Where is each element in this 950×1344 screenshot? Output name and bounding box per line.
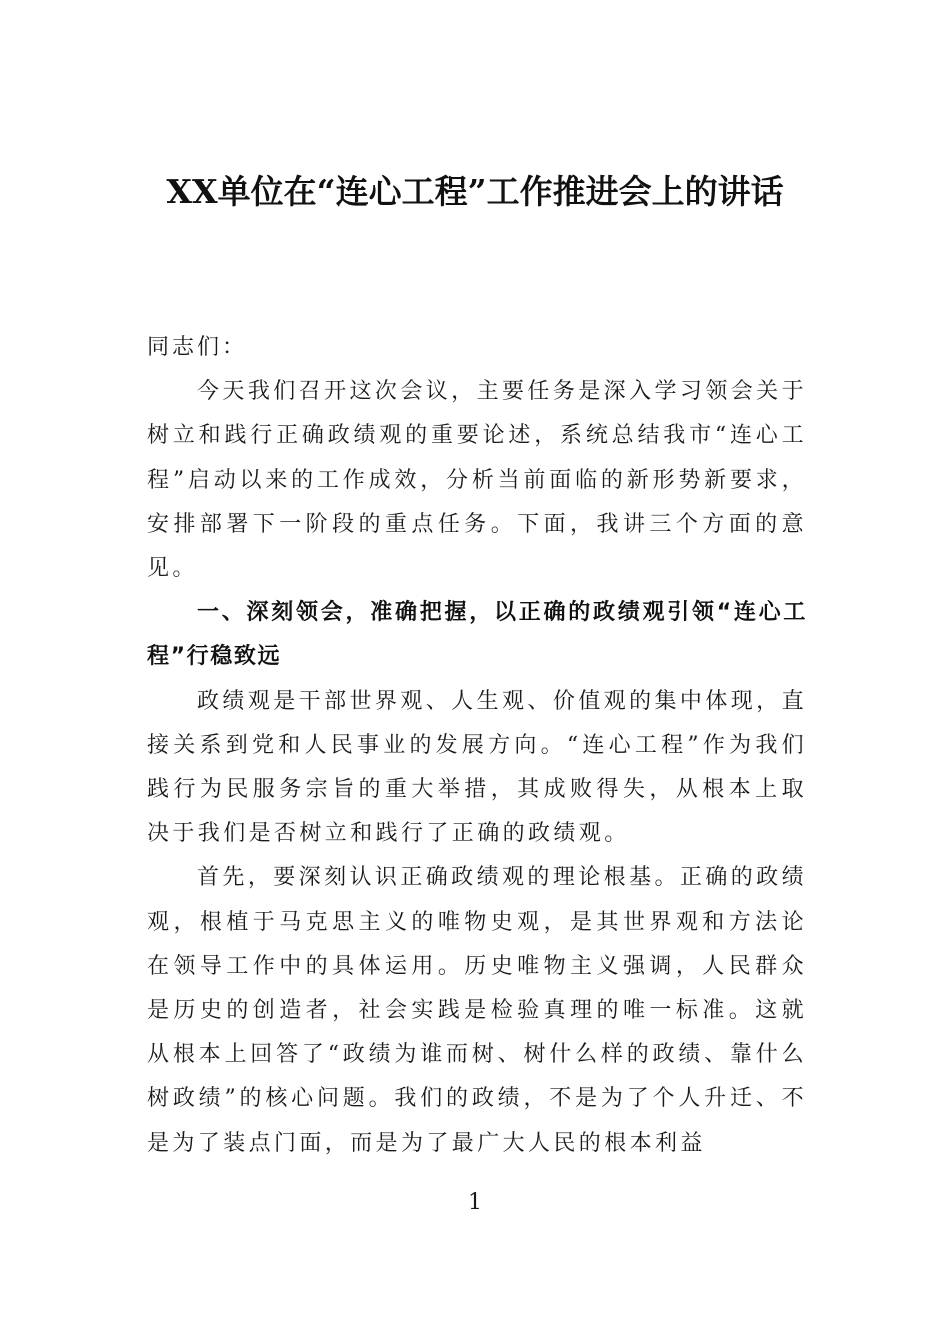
section-heading: 一、深刻领会，准确把握，以正确的政绩观引领“连心工程”行稳致远 — [147, 600, 807, 670]
salutation: 同志们： — [147, 335, 248, 360]
document-title: XX单位在“连心工程”工作推进会上的讲话 — [166, 172, 784, 211]
page-number: 1 — [468, 1190, 482, 1215]
body-paragraph: 政绩观是干部世界观、人生观、价值观的集中体现，直接关系到党和人民事业的发展方向。“连心工程”作为我们践行为民服务宗旨的重大举措，其成败得失，从根本上取决于我们是否树立和践行了正确的政绩观。 — [147, 688, 807, 847]
body-paragraph: 首先，要深刻认识正确政绩观的理论根基。正确的政绩观，根植于马克思主义的唯物史观，是其世界观和方法论在领导工作中的具体运用。历史唯物主义强调，人民群众是历史的创造者，社会实践是检验真理的唯一标准。这就从根本上回答了“政绩为谁而树、树什么样的政绩、靠什么树政绩”的核心问题。我们的政绩，不是为了个人升迁、不是为了装点门面，而是为了最广大人民的根本利益 — [147, 865, 807, 1156]
intro-paragraph: 今天我们召开这次会议，主要任务是深入学习领会关于树立和践行正确政绩观的重要论述，系统总结我市“连心工程”启动以来的工作成效，分析当前面临的新形势新要求，安排部署下一阶段的重点任务。下面，我讲三个方面的意见。 — [147, 379, 807, 582]
document-body — [147, 326, 807, 1166]
